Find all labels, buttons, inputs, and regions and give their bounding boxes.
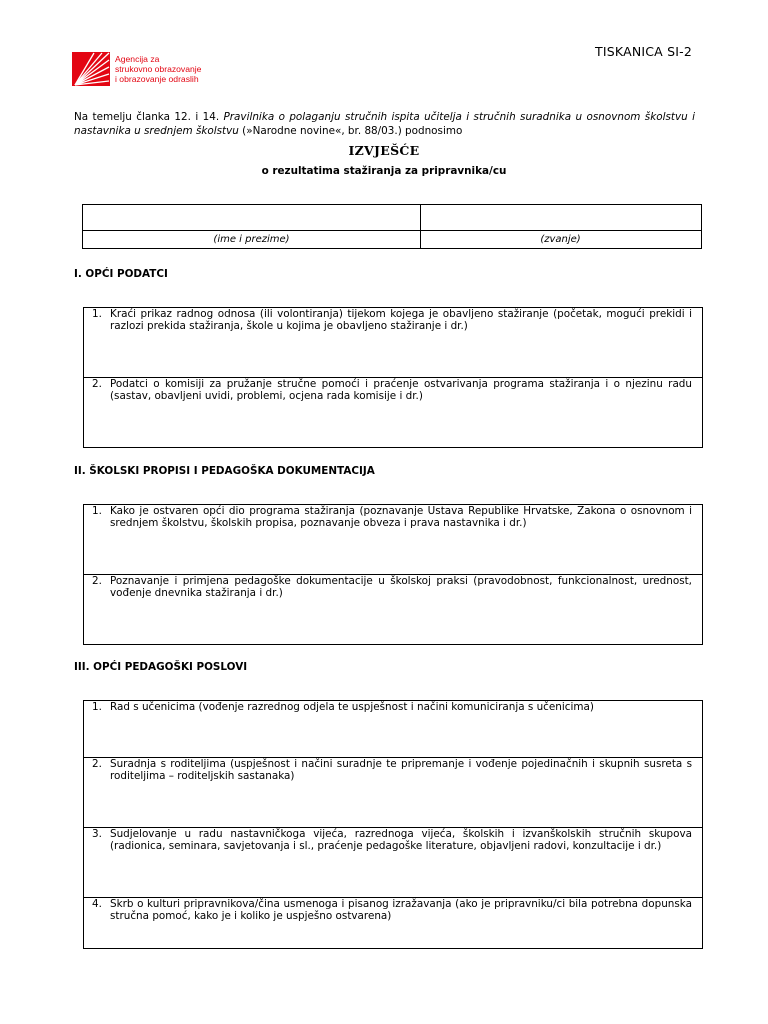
form-row bbox=[84, 757, 702, 827]
row-text: Kraći prikaz radnog odnosa (ili volontiranja) tijekom kojega je obavljeno stažiranje (početak, mogući prekidi i razlozi prekida stažiranja, škole u kojima je obavljeno stažiranje i dr.) bbox=[110, 308, 692, 332]
intro-regulation-title: Pravilnika o polaganju stručnih ispita učitelja i stručnih suradnika u osnovnom školstvu i nastavnika u srednjem školstvu bbox=[74, 111, 695, 137]
row-number: 1. bbox=[92, 308, 102, 320]
row-text: Kako je ostvaren opći dio programa stažiranja (poznavanje Ustava Republike Hrvatske, Zakona o osnovnom i srednjem školstvu, školskih propisa, poznavanje obveza i prava nastavnika i dr.) bbox=[110, 505, 692, 529]
form-row bbox=[84, 827, 702, 897]
agency-name-line: Agencija za bbox=[115, 54, 160, 64]
row-text: Skrb o kulturi pripravnikova/čina usmenoga i pisanog izražavanja (ako je pripravniku/ci bila potrebna dopunska stručna pomoć, kako je i koliko je uspješno ostvarena) bbox=[110, 898, 692, 922]
form-row bbox=[84, 897, 702, 948]
row-number: 3. bbox=[92, 828, 102, 840]
section-heading-pedagogical-tasks: III. OPĆI PEDAGOŠKI POSLOVI bbox=[74, 661, 248, 673]
section-box-general-data bbox=[83, 307, 703, 448]
page-title: IZVJEŠĆE bbox=[348, 143, 420, 158]
form-row bbox=[84, 505, 702, 574]
name-title-table bbox=[82, 204, 702, 249]
form-row bbox=[84, 308, 702, 377]
section-heading-school-regulations: II. ŠKOLSKI PROPISI I PEDAGOŠKA DOKUMENTACIJA bbox=[74, 465, 375, 477]
section-heading-general-data: I. OPĆI PODATCI bbox=[74, 268, 168, 280]
agency-name-line: strukovno obrazovanje bbox=[115, 64, 202, 74]
intro-prefix: Na temelju članka 12. i 14. bbox=[74, 111, 224, 123]
agency-name-line: i obrazovanje odraslih bbox=[115, 74, 199, 84]
agency-name bbox=[115, 54, 201, 84]
page-subtitle: o rezultatima stažiranja za pripravnika/cu bbox=[261, 165, 507, 177]
row-number: 2. bbox=[92, 575, 102, 587]
intro-suffix: (»Narodne novine«, br. 88/03.) podnosimo bbox=[238, 124, 463, 137]
intro-paragraph bbox=[74, 111, 695, 138]
name-caption: (ime i prezime) bbox=[213, 234, 290, 245]
row-number: 1. bbox=[92, 701, 102, 713]
form-row bbox=[84, 574, 702, 644]
row-text: Poznavanje i primjena pedagoške dokumentacije u školskoj praksi (pravodobnost, funkcionalnost, urednost, vođenje dnevnika stažiranja i dr.) bbox=[110, 575, 692, 599]
section-box-pedagogical-tasks bbox=[83, 700, 703, 949]
section-box-school-regulations bbox=[83, 504, 703, 645]
form-row bbox=[84, 377, 702, 447]
row-text: Suradnja s roditeljima (uspješnost i načini suradnje te pripremanje i vođenje pojedinačnih i skupnih susreta s roditeljima – roditeljskih sastanaka) bbox=[110, 758, 692, 782]
agency-logo bbox=[72, 52, 201, 86]
row-number: 1. bbox=[92, 505, 102, 517]
row-text: Sudjelovanje u radu nastavničkoga vijeća, razrednoga vijeća, školskih i izvanškolskih stručnih skupova (radionica, seminara, savjetovanja i sl., praćenje pedagoške literature, objavljeni radovi, konzultacije i dr.) bbox=[110, 828, 692, 852]
title-caption: (zvanje) bbox=[540, 234, 581, 245]
form-row bbox=[84, 701, 702, 757]
row-number: 2. bbox=[92, 378, 102, 390]
row-number: 4. bbox=[92, 898, 102, 910]
form-code: TISKANICA SI-2 bbox=[595, 44, 692, 59]
row-number: 2. bbox=[92, 758, 102, 770]
agency-logo-icon bbox=[72, 52, 110, 86]
row-text: Rad s učenicima (vođenje razrednog odjela te uspješnost i načini komuniciranja s učenicima) bbox=[110, 701, 594, 713]
row-text: Podatci o komisiji za pružanje stručne pomoći i praćenje ostvarivanja programa stažiranja i o njezinu radu (sastav, obavljeni uvidi, problemi, ocjena rada komisije i dr.) bbox=[110, 378, 692, 402]
